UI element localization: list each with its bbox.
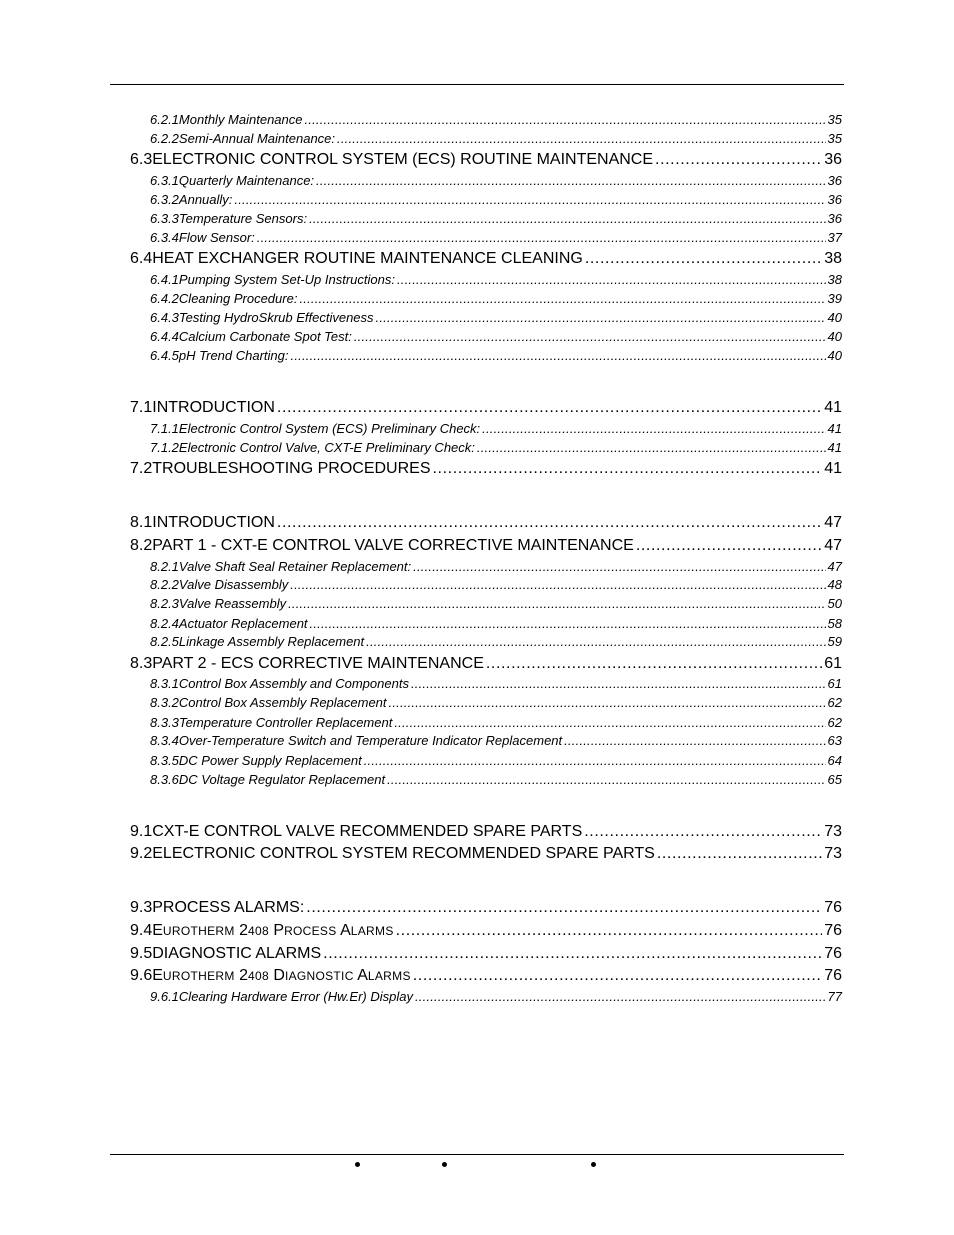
header-rule (110, 84, 844, 85)
toc-entry-title: INTRODUCTION (152, 399, 275, 416)
toc-entry-number: 9.4 (130, 922, 153, 939)
toc-entry[interactable] (150, 577, 842, 592)
footer-rule (110, 1154, 844, 1155)
toc-dot-leader (305, 112, 826, 127)
toc-dot-leader (413, 967, 822, 985)
toc-entry[interactable] (150, 596, 842, 611)
toc-entry-title: Temperature Controller Replacement (178, 715, 393, 730)
toc-dot-leader (394, 715, 825, 730)
toc-dot-leader (655, 151, 822, 169)
toc-entry[interactable] (130, 399, 842, 417)
toc-entry-page: 36 (827, 211, 842, 226)
toc-dot-leader (309, 211, 825, 226)
toc-entry[interactable] (130, 655, 842, 673)
toc-dot-leader (389, 695, 826, 710)
toc-entry-page: 65 (827, 772, 842, 787)
toc-dot-leader (657, 845, 822, 863)
toc-entry-title: Annually: (178, 192, 233, 207)
toc-entry-page: 47 (827, 559, 842, 574)
toc-entry-number: 8.2.4 (150, 616, 179, 631)
toc-entry-number: 6.4 (130, 250, 153, 267)
toc-entry-number: 8.2.2 (150, 577, 179, 592)
toc-entry-title: Pumping System Set-Up Instructions: (178, 272, 395, 287)
toc-entry-title: Quarterly Maintenance: (178, 173, 315, 188)
toc-dot-leader (396, 922, 823, 940)
toc-entry-page: 76 (824, 922, 842, 939)
toc-entry-title: Valve Reassembly (178, 596, 287, 611)
toc-entry-page: 64 (827, 753, 842, 768)
toc-dot-leader (277, 514, 822, 532)
toc-entry-title: ELECTRONIC CONTROL SYSTEM (ECS) ROUTINE MAINTENANCE (152, 151, 654, 168)
toc-entry[interactable] (150, 733, 842, 748)
toc-entry-page: 50 (827, 596, 842, 611)
toc-entry-title: Actuator Replacement (178, 616, 308, 631)
toc-dot-leader (564, 733, 825, 748)
toc-dot-leader (290, 577, 825, 592)
toc-entry-title: DIAGNOSTIC ALARMS (152, 945, 322, 962)
toc-entry-title: Valve Disassembly (178, 577, 289, 592)
toc-entry-page: 76 (824, 967, 842, 984)
toc-entry-title: CXT-E CONTROL VALVE RECOMMENDED SPARE PARTS (152, 823, 583, 840)
toc-entry-number: 9.5 (130, 945, 153, 962)
toc-dot-leader (376, 310, 826, 325)
toc-entry-page: 63 (827, 733, 842, 748)
toc-entry-number: 8.2.5 (150, 634, 179, 649)
toc-entry-title: INTRODUCTION (152, 514, 275, 531)
toc-entry-page: 35 (827, 131, 842, 146)
toc-entry-title: Clearing Hardware Error (Hw.Er) Display (178, 989, 413, 1004)
toc-entry[interactable] (150, 616, 842, 631)
toc-dot-leader (477, 440, 826, 455)
toc-dot-leader (585, 250, 822, 268)
toc-entry-title: ELECTRONIC CONTROL SYSTEM RECOMMENDED SPARE PARTS (152, 845, 655, 862)
toc-entry-number: 6.3.4 (150, 230, 179, 245)
toc-entry-number: 8.3.4 (150, 733, 179, 748)
toc-entry-number: 8.3.2 (150, 695, 179, 710)
toc-entry-title: Flow Sensor: (178, 230, 255, 245)
toc-entry[interactable] (130, 823, 842, 841)
toc-entry-title: Control Box Assembly and Components (178, 676, 409, 691)
toc-dot-leader (482, 421, 825, 436)
toc-dot-leader (291, 348, 826, 363)
toc-entry-title: Over-Temperature Switch and Temperature Indicator Replacement (178, 733, 563, 748)
toc-entry[interactable] (150, 989, 842, 1004)
toc-entry-number: 8.3.3 (150, 715, 179, 730)
toc-dot-leader (316, 173, 825, 188)
toc-entry-page: 77 (827, 989, 842, 1004)
toc-entry[interactable] (130, 537, 842, 555)
toc-entry[interactable] (130, 514, 842, 532)
toc-entry-page: 59 (827, 634, 842, 649)
toc-entry[interactable] (150, 230, 842, 245)
toc-entry-number: 6.4.5 (150, 348, 179, 363)
toc-entry[interactable] (150, 131, 842, 146)
toc-entry-number: 6.2.1 (150, 112, 179, 127)
toc-dot-leader (323, 945, 822, 963)
toc-entry-title: Semi-Annual Maintenance: (178, 131, 336, 146)
toc-entry-title: Linkage Assembly Replacement (178, 634, 365, 649)
toc-entry[interactable] (150, 348, 842, 363)
toc-entry-number: 8.3.6 (150, 772, 179, 787)
toc-dot-leader (306, 899, 822, 917)
toc-entry-page: 36 (824, 151, 842, 168)
toc-entry-page: 38 (824, 250, 842, 267)
toc-entry-title: Electronic Control System (ECS) Preliminary Check: (178, 421, 481, 436)
toc-dot-leader (387, 772, 825, 787)
toc-dot-leader (486, 655, 822, 673)
toc-entry[interactable] (130, 922, 842, 940)
toc-entry[interactable] (150, 559, 842, 574)
toc-dot-leader (413, 559, 825, 574)
toc-entry[interactable] (130, 250, 842, 268)
toc-dot-leader (433, 460, 823, 478)
toc-entry-title: Cleaning Procedure: (178, 291, 298, 306)
toc-entry[interactable] (150, 772, 842, 787)
toc-entry-title: HEAT EXCHANGER ROUTINE MAINTENANCE CLEANING (152, 250, 583, 267)
toc-entry[interactable] (150, 272, 842, 287)
toc-entry[interactable] (150, 421, 842, 436)
toc-entry-page: 41 (824, 399, 842, 416)
toc-entry[interactable] (130, 460, 842, 478)
toc-dot-leader (310, 616, 826, 631)
toc-entry-number: 9.6.1 (150, 989, 179, 1004)
toc-entry-number: 6.2.2 (150, 131, 179, 146)
toc-entry-number: 8.3.1 (150, 676, 179, 691)
toc-entry-page: 38 (827, 272, 842, 287)
footer-bullet-1 (355, 1162, 360, 1167)
toc-entry-title: PART 2 - ECS CORRECTIVE MAINTENANCE (152, 655, 484, 672)
toc-entry-number: 7.2 (130, 460, 153, 477)
toc-dot-leader (636, 537, 822, 555)
toc-entry-title: pH Trend Charting: (178, 348, 289, 363)
toc-entry[interactable] (150, 192, 842, 207)
toc-entry[interactable] (150, 634, 842, 649)
toc-entry[interactable] (150, 329, 842, 344)
toc-entry-number: 7.1 (130, 399, 153, 416)
toc-entry-page: 61 (824, 655, 842, 672)
toc-entry-page: 36 (827, 192, 842, 207)
toc-entry[interactable] (150, 291, 842, 306)
toc-entry-number: 6.3.3 (150, 211, 179, 226)
toc-entry[interactable] (130, 151, 842, 169)
toc-entry[interactable] (150, 753, 842, 768)
toc-entry-number: 6.4.4 (150, 329, 179, 344)
toc-entry-page: 40 (827, 329, 842, 344)
toc-entry-number: 9.6 (130, 967, 153, 984)
toc-entry-title: Monthly Maintenance (178, 112, 303, 127)
toc-entry[interactable] (150, 440, 842, 455)
toc-entry-title: PROCESS ALARMS: (152, 899, 305, 916)
toc-entry-title: Temperature Sensors: (178, 211, 308, 226)
toc-entry-page: 62 (827, 715, 842, 730)
toc-entry-title: EUROTHERM 2408 DIAGNOSTIC ALARMS (152, 967, 411, 984)
toc-entry-number: 6.3.1 (150, 173, 179, 188)
toc-entry-number: 9.1 (130, 823, 153, 840)
toc-dot-leader (366, 634, 825, 649)
toc-entry-page: 40 (827, 310, 842, 325)
toc-entry-page: 76 (824, 899, 842, 916)
toc-entry-number: 6.4.1 (150, 272, 179, 287)
toc-entry-page: 73 (824, 845, 842, 862)
toc-entry[interactable] (150, 310, 842, 325)
toc-entry[interactable] (130, 845, 842, 863)
toc-entry-title: Calcium Carbonate Spot Test: (178, 329, 352, 344)
toc-dot-leader (411, 676, 826, 691)
toc-entry[interactable] (130, 899, 842, 917)
toc-entry-title: TROUBLESHOOTING PROCEDURES (152, 460, 431, 477)
toc-entry-page: 35 (827, 112, 842, 127)
toc-dot-leader (584, 823, 822, 841)
toc-entry-number: 8.3 (130, 655, 153, 672)
toc-dot-leader (257, 230, 826, 245)
toc-entry-page: 39 (827, 291, 842, 306)
toc-entry-number: 9.2 (130, 845, 153, 862)
toc-entry-page: 73 (824, 823, 842, 840)
toc-entry-page: 62 (827, 695, 842, 710)
toc-entry[interactable] (150, 715, 842, 730)
toc-entry-page: 61 (827, 676, 842, 691)
toc-entry-page: 40 (827, 348, 842, 363)
toc-entry[interactable] (150, 676, 842, 691)
toc-entry-title: DC Power Supply Replacement (178, 753, 362, 768)
toc-dot-leader (277, 399, 822, 417)
toc-dot-leader (364, 753, 826, 768)
toc-dot-leader (234, 192, 825, 207)
toc-entry-number: 6.3.2 (150, 192, 179, 207)
toc-entry-number: 8.2.3 (150, 596, 179, 611)
toc-entry-page: 41 (824, 460, 842, 477)
toc-entry-page: 48 (827, 577, 842, 592)
toc-entry[interactable] (150, 695, 842, 710)
toc-dot-leader (354, 329, 826, 344)
toc-entry-title: PART 1 - CXT-E CONTROL VALVE CORRECTIVE MAINTENANCE (152, 537, 634, 554)
toc-entry-number: 8.2.1 (150, 559, 179, 574)
toc-entry-number: 6.4.2 (150, 291, 179, 306)
toc-entry-title: Control Box Assembly Replacement (178, 695, 387, 710)
toc-entry-page: 47 (824, 537, 842, 554)
toc-entry-title: Testing HydroSkrub Effectiveness (178, 310, 374, 325)
toc-entry-page: 36 (827, 173, 842, 188)
toc-entry-title: EUROTHERM 2408 PROCESS ALARMS (152, 922, 394, 939)
toc-entry-number: 7.1.2 (150, 440, 179, 455)
toc-entry-page: 37 (827, 230, 842, 245)
footer-bullet-3 (591, 1162, 596, 1167)
footer-bullet-2 (442, 1162, 447, 1167)
toc-entry-number: 6.4.3 (150, 310, 179, 325)
toc-entry-number: 9.3 (130, 899, 153, 916)
toc-entry[interactable] (150, 211, 842, 226)
toc-entry-title: Electronic Control Valve, CXT-E Preliminary Check: (178, 440, 475, 455)
toc-entry[interactable] (150, 173, 842, 188)
toc-dot-leader (337, 131, 826, 146)
toc-dot-leader (299, 291, 825, 306)
toc-entry-number: 8.2 (130, 537, 153, 554)
toc-dot-leader (397, 272, 826, 287)
toc-dot-leader (288, 596, 825, 611)
toc-entry-title: DC Voltage Regulator Replacement (178, 772, 386, 787)
toc-entry-page: 41 (827, 421, 842, 436)
toc-entry-page: 47 (824, 514, 842, 531)
toc-entry-number: 8.3.5 (150, 753, 179, 768)
toc-entry[interactable] (130, 967, 842, 985)
toc-entry-page: 58 (827, 616, 842, 631)
toc-entry-page: 76 (824, 945, 842, 962)
toc-entry-number: 8.1 (130, 514, 153, 531)
toc-entry-number: 6.3 (130, 151, 153, 168)
toc-entry-number: 7.1.1 (150, 421, 179, 436)
toc-entry[interactable] (130, 945, 842, 963)
toc-dot-leader (415, 989, 826, 1004)
toc-entry-page: 41 (827, 440, 842, 455)
toc-entry-title: Valve Shaft Seal Retainer Replacement: (178, 559, 412, 574)
toc-entry[interactable] (150, 112, 842, 127)
